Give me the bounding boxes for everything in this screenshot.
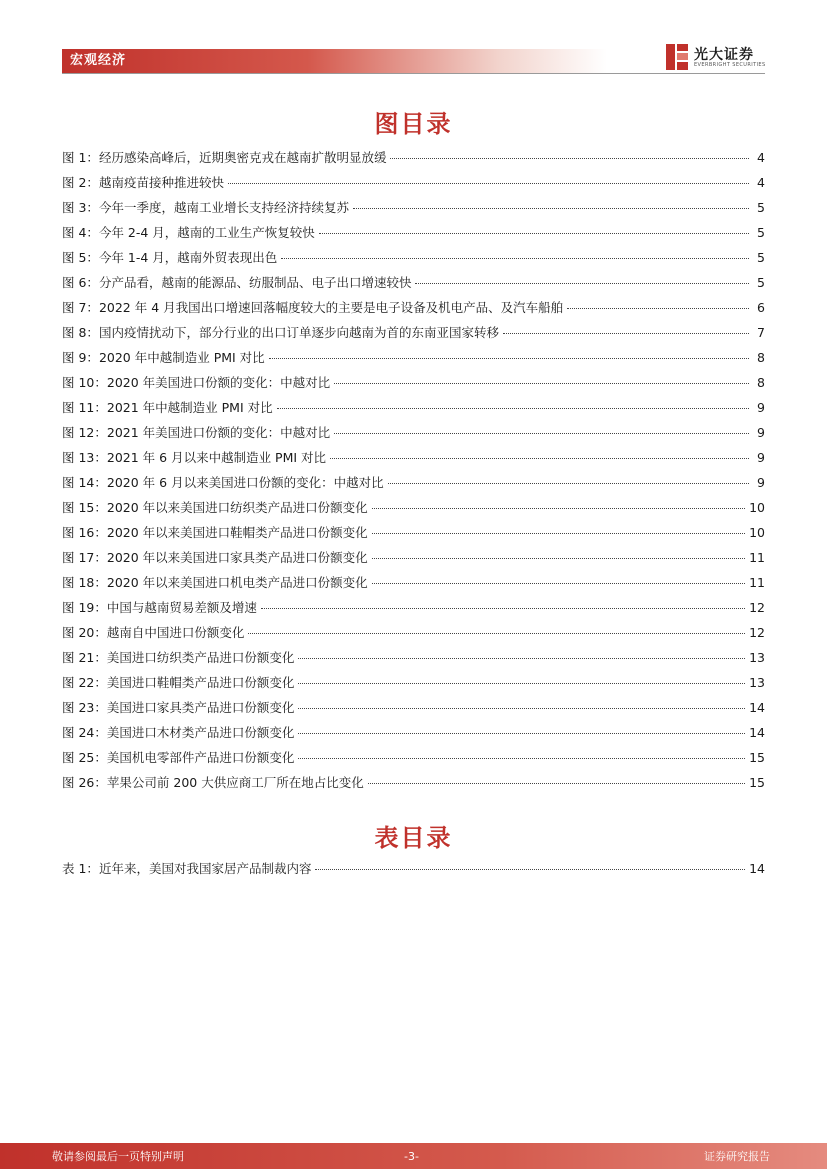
everbright-logo xyxy=(664,42,768,74)
toc-entry-page[interactable]: 9 xyxy=(757,450,765,465)
toc-entry-title[interactable]: 2022 年 4 月我国出口增速回落幅度较大的主要是电子设备及机电产品、及汽车船舶 xyxy=(98,300,564,315)
toc-entry-title[interactable]: 越南疫苗接种推进较快 xyxy=(98,175,224,190)
toc-entry[interactable] xyxy=(62,445,765,470)
toc-entry-label: 图 1： xyxy=(62,150,99,165)
toc-entry-title[interactable]: 2020 年 6 月以来美国进口份额的变化：中越对比 xyxy=(106,475,384,490)
toc-entry-page[interactable]: 9 xyxy=(757,425,765,440)
toc-dot-leader xyxy=(567,307,749,309)
toc-entry[interactable] xyxy=(62,370,765,395)
figure-toc-list xyxy=(62,145,765,795)
toc-dot-leader xyxy=(228,182,749,184)
toc-entry[interactable] xyxy=(62,620,765,645)
toc-entry-title[interactable]: 美国进口家具类产品进口份额变化 xyxy=(106,700,295,715)
toc-dot-leader xyxy=(281,257,749,259)
toc-entry-page[interactable]: 5 xyxy=(757,275,765,290)
toc-entry-page[interactable]: 5 xyxy=(757,250,765,265)
toc-entry-label: 图 17： xyxy=(62,550,107,565)
toc-dot-leader xyxy=(315,868,745,870)
toc-dot-leader xyxy=(277,407,749,409)
toc-entry[interactable] xyxy=(62,745,765,770)
toc-entry-title[interactable]: 经历感染高峰后，近期奥密克戎在越南扩散明显放缓 xyxy=(98,150,387,165)
toc-entry-page[interactable]: 5 xyxy=(757,225,765,240)
toc-entry-page[interactable]: 8 xyxy=(757,350,765,365)
toc-entry-label: 图 11： xyxy=(62,400,107,415)
toc-entry-label: 图 13： xyxy=(62,450,107,465)
toc-entry-page[interactable]: 15 xyxy=(749,750,765,765)
toc-entry-page[interactable]: 14 xyxy=(749,700,765,715)
toc-entry[interactable] xyxy=(62,856,765,881)
toc-entry-title[interactable]: 越南自中国进口份额变化 xyxy=(106,625,245,640)
toc-dot-leader xyxy=(334,382,749,384)
toc-entry-label: 图 2： xyxy=(62,175,99,190)
logo-english-name: EVERBRIGHT SECURITIES xyxy=(694,62,766,68)
toc-entry-title[interactable]: 美国进口木材类产品进口份额变化 xyxy=(106,725,295,740)
toc-entry-title[interactable]: 2021 年美国进口份额的变化：中越对比 xyxy=(106,425,331,440)
header-divider xyxy=(62,73,765,74)
page-number: -3- xyxy=(404,1150,419,1163)
toc-entry[interactable] xyxy=(62,520,765,545)
toc-entry[interactable] xyxy=(62,695,765,720)
toc-entry-page[interactable]: 5 xyxy=(757,200,765,215)
toc-entry-label: 图 23： xyxy=(62,700,107,715)
toc-dot-leader xyxy=(388,482,749,484)
toc-entry-label: 表 1： xyxy=(62,861,99,876)
toc-entry-page[interactable]: 7 xyxy=(757,325,765,340)
toc-entry-label: 图 16： xyxy=(62,525,107,540)
toc-entry[interactable] xyxy=(62,670,765,695)
toc-entry-label: 图 24： xyxy=(62,725,107,740)
toc-entry-title[interactable]: 今年 2-4 月，越南的工业生产恢复较快 xyxy=(98,225,315,240)
toc-entry[interactable] xyxy=(62,320,765,345)
toc-entry-page[interactable]: 10 xyxy=(749,500,765,515)
toc-entry-title[interactable]: 美国机电零部件产品进口份额变化 xyxy=(106,750,295,765)
toc-entry-page[interactable]: 11 xyxy=(749,550,765,565)
toc-entry[interactable] xyxy=(62,645,765,670)
toc-entry-title[interactable]: 2021 年 6 月以来中越制造业 PMI 对比 xyxy=(106,450,327,465)
toc-entry-label: 图 6： xyxy=(62,275,99,290)
toc-entry[interactable] xyxy=(62,245,765,270)
toc-entry[interactable] xyxy=(62,395,765,420)
toc-dot-leader xyxy=(372,582,745,584)
toc-entry-label: 图 25： xyxy=(62,750,107,765)
toc-dot-leader xyxy=(503,332,749,334)
toc-dot-leader xyxy=(319,232,749,234)
toc-dot-leader xyxy=(415,282,749,284)
toc-entry[interactable] xyxy=(62,495,765,520)
toc-entry-title[interactable]: 今年一季度，越南工业增长支持经济持续复苏 xyxy=(98,200,349,215)
toc-dot-leader xyxy=(298,707,745,709)
toc-entry-title[interactable]: 2020 年以来美国进口机电类产品进口份额变化 xyxy=(106,575,368,590)
toc-dot-leader xyxy=(298,657,745,659)
toc-entry-label: 图 22： xyxy=(62,675,107,690)
toc-entry-label: 图 15： xyxy=(62,500,107,515)
toc-entry-title[interactable]: 2020 年美国进口份额的变化：中越对比 xyxy=(106,375,331,390)
toc-entry-label: 图 7： xyxy=(62,300,99,315)
toc-entry-title[interactable]: 苹果公司前 200 大供应商工厂所在地占比变化 xyxy=(106,775,364,790)
toc-entry-label: 图 9： xyxy=(62,350,99,365)
toc-entry-page[interactable]: 13 xyxy=(749,675,765,690)
toc-entry[interactable] xyxy=(62,570,765,595)
toc-entry-page[interactable]: 10 xyxy=(749,525,765,540)
toc-entry-title[interactable]: 2020 年以来美国进口家具类产品进口份额变化 xyxy=(106,550,368,565)
toc-dot-leader xyxy=(298,732,745,734)
toc-entry-title[interactable]: 今年 1-4 月，越南外贸表现出色 xyxy=(98,250,278,265)
toc-entry[interactable] xyxy=(62,420,765,445)
toc-entry-title[interactable]: 国内疫情扰动下，部分行业的出口订单逐步向越南为首的东南亚国家转移 xyxy=(98,325,499,340)
toc-dot-leader xyxy=(372,532,745,534)
toc-entry[interactable] xyxy=(62,720,765,745)
toc-entry-page[interactable]: 15 xyxy=(749,775,765,790)
toc-entry-title[interactable]: 美国进口鞋帽类产品进口份额变化 xyxy=(106,675,295,690)
toc-dot-leader xyxy=(261,607,745,609)
toc-entry-label: 图 4： xyxy=(62,225,99,240)
toc-entry-title[interactable]: 2020 年中越制造业 PMI 对比 xyxy=(98,350,265,365)
table-toc-title: 表目录 xyxy=(374,824,453,852)
toc-entry[interactable] xyxy=(62,270,765,295)
toc-dot-leader xyxy=(298,757,745,759)
toc-entry-title[interactable]: 2020 年以来美国进口纺织类产品进口份额变化 xyxy=(106,500,368,515)
toc-dot-leader xyxy=(372,557,745,559)
toc-entry-page[interactable]: 13 xyxy=(749,650,765,665)
toc-dot-leader xyxy=(330,457,749,459)
toc-entry[interactable] xyxy=(62,470,765,495)
toc-entry[interactable] xyxy=(62,145,765,170)
toc-entry-page[interactable]: 6 xyxy=(757,300,765,315)
toc-entry[interactable] xyxy=(62,345,765,370)
toc-entry-label: 图 12： xyxy=(62,425,107,440)
toc-dot-leader xyxy=(353,207,749,209)
toc-entry-page[interactable]: 11 xyxy=(749,575,765,590)
toc-entry-page[interactable]: 9 xyxy=(757,400,765,415)
toc-entry-title[interactable]: 2021 年中越制造业 PMI 对比 xyxy=(106,400,273,415)
toc-entry[interactable] xyxy=(62,595,765,620)
toc-dot-leader xyxy=(372,507,745,509)
table-toc-list xyxy=(62,856,765,881)
toc-entry-label: 图 26： xyxy=(62,775,107,790)
footer-report-type: 证券研究报告 xyxy=(704,1150,770,1163)
toc-entry-title[interactable]: 分产品看，越南的能源品、纺服制品、电子出口增速较快 xyxy=(98,275,412,290)
toc-dot-leader xyxy=(390,157,749,159)
toc-entry-page[interactable]: 12 xyxy=(749,600,765,615)
toc-dot-leader xyxy=(248,632,745,634)
toc-dot-leader xyxy=(334,432,749,434)
toc-entry-label: 图 21： xyxy=(62,650,107,665)
toc-entry-page[interactable]: 8 xyxy=(757,375,765,390)
toc-entry-label: 图 8： xyxy=(62,325,99,340)
logo-name: 光大证券 xyxy=(694,47,754,63)
toc-entry-label: 图 5： xyxy=(62,250,99,265)
toc-entry-label: 图 10： xyxy=(62,375,107,390)
toc-dot-leader xyxy=(368,782,745,784)
toc-entry[interactable] xyxy=(62,170,765,195)
header-band xyxy=(62,49,607,73)
toc-dot-leader xyxy=(298,682,745,684)
toc-entry-title[interactable]: 中国与越南贸易差额及增速 xyxy=(106,600,257,615)
toc-entry-title[interactable]: 美国进口纺织类产品进口份额变化 xyxy=(106,650,295,665)
toc-entry[interactable] xyxy=(62,220,765,245)
toc-entry[interactable] xyxy=(62,545,765,570)
toc-entry-page[interactable]: 12 xyxy=(749,625,765,640)
header-section-label: 宏观经济 xyxy=(70,53,127,68)
toc-entry-label: 图 3： xyxy=(62,200,99,215)
toc-entry-title[interactable]: 近年来，美国对我国家居产品制裁内容 xyxy=(98,861,312,876)
everbright-logo-icon xyxy=(664,42,690,72)
toc-entry-page[interactable]: 14 xyxy=(749,725,765,740)
figure-toc-title: 图目录 xyxy=(374,110,453,138)
toc-entry-page[interactable]: 9 xyxy=(757,475,765,490)
footer-disclaimer: 敬请参阅最后一页特别声明 xyxy=(52,1150,184,1163)
toc-entry-page[interactable]: 4 xyxy=(757,150,765,165)
toc-entry[interactable] xyxy=(62,295,765,320)
toc-entry-page[interactable]: 4 xyxy=(757,175,765,190)
toc-entry-title[interactable]: 2020 年以来美国进口鞋帽类产品进口份额变化 xyxy=(106,525,368,540)
toc-entry-label: 图 14： xyxy=(62,475,107,490)
toc-entry[interactable] xyxy=(62,770,765,795)
toc-entry-label: 图 18： xyxy=(62,575,107,590)
toc-entry-label: 图 20： xyxy=(62,625,107,640)
toc-entry-label: 图 19： xyxy=(62,600,107,615)
toc-entry[interactable] xyxy=(62,195,765,220)
toc-dot-leader xyxy=(269,357,749,359)
toc-entry-page[interactable]: 14 xyxy=(749,861,765,876)
